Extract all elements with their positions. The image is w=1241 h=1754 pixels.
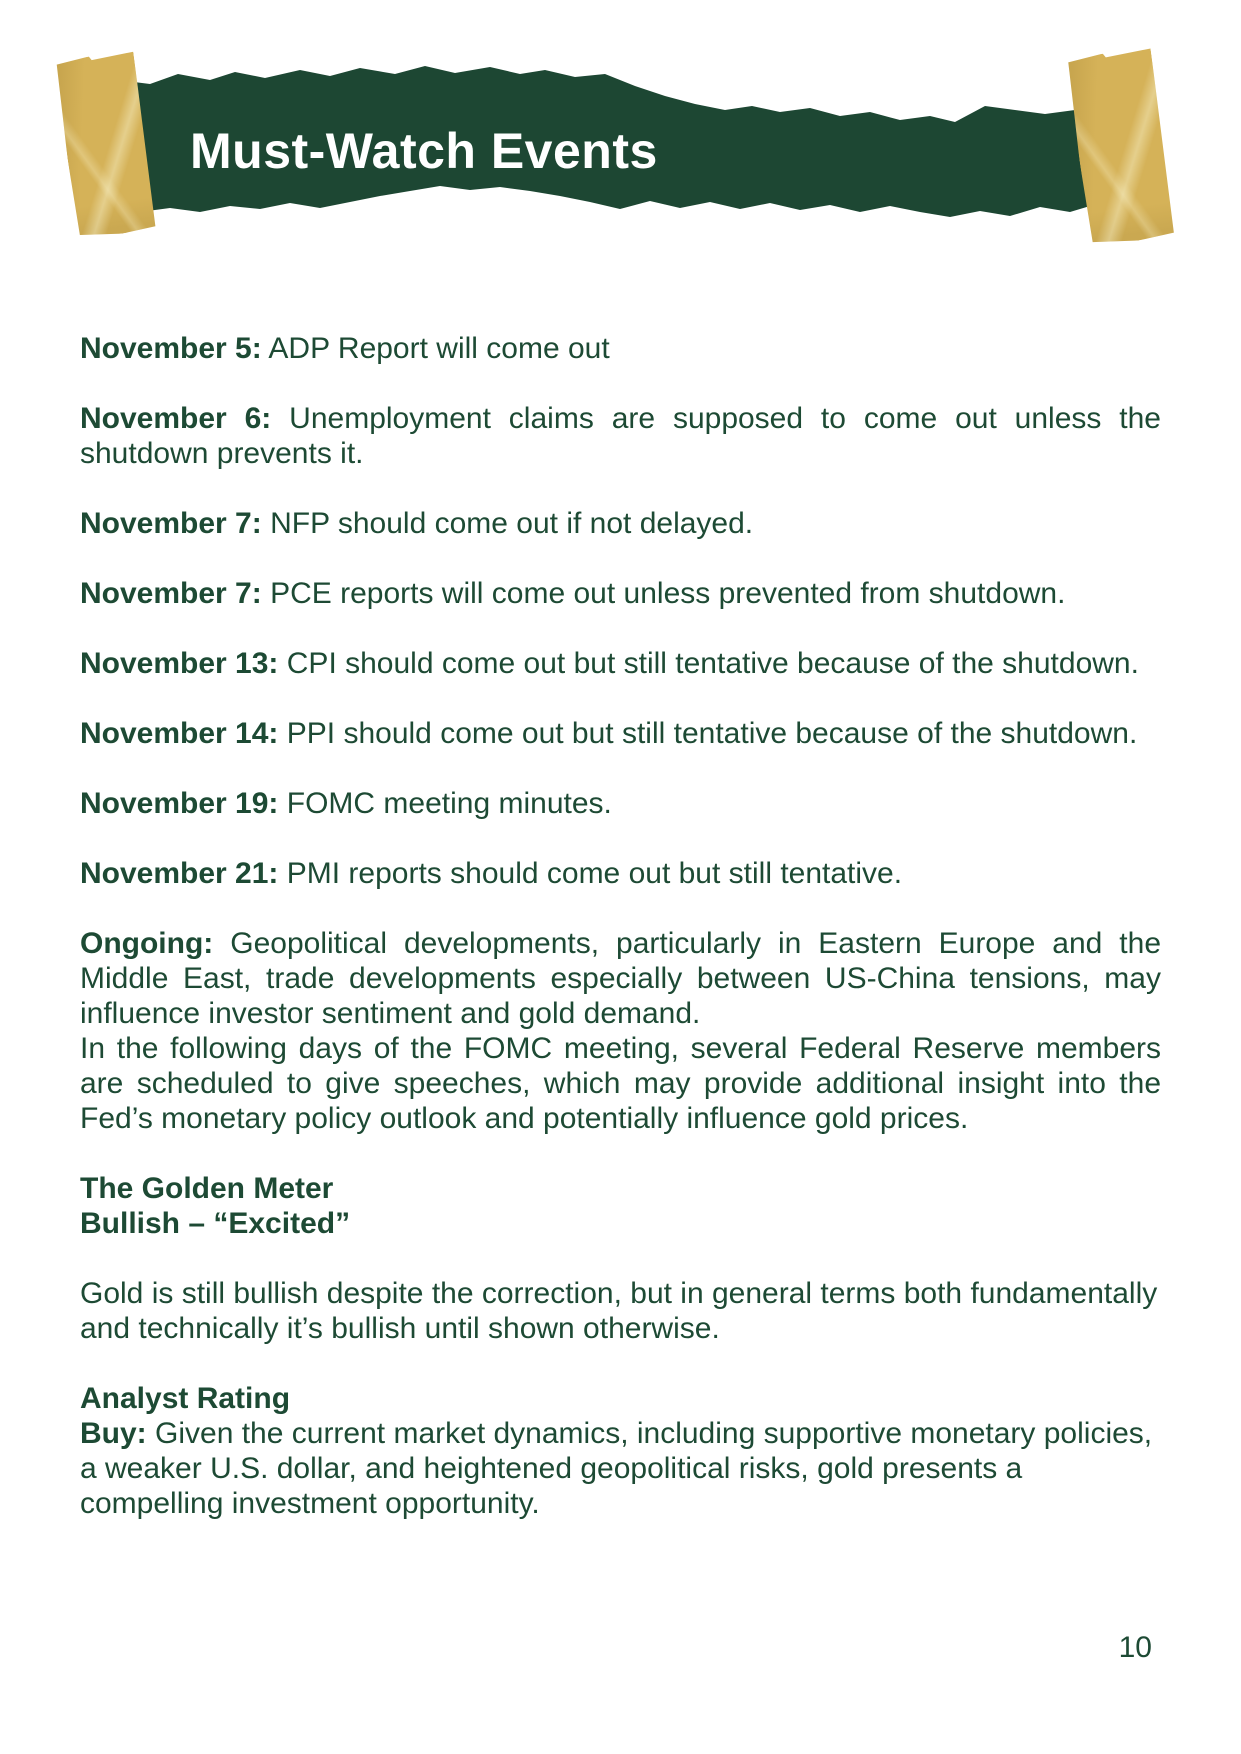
banner <box>0 0 1241 280</box>
event-label: November 14: <box>80 717 279 750</box>
event-text: PMI reports should come out but still tentative. <box>286 857 903 890</box>
event-text: FOMC meeting minutes. <box>286 787 612 820</box>
page-number: 10 <box>1118 1631 1152 1664</box>
analyst-rating-label: Buy: <box>80 1417 147 1450</box>
page-title: Must-Watch Events <box>190 123 658 179</box>
event-paragraph <box>80 401 1161 471</box>
event-label: November 6: <box>80 402 272 435</box>
event-paragraph <box>80 786 1161 821</box>
event-label: November 5: <box>80 332 262 365</box>
event-label: November 19: <box>80 787 279 820</box>
events-content <box>80 331 1161 1556</box>
event-label: November 7: <box>80 507 262 540</box>
event-label: November 13: <box>80 647 279 680</box>
analyst-rating-heading: Analyst Rating <box>80 1382 291 1415</box>
event-paragraph <box>80 856 1161 891</box>
event-text: Geopolitical developments, particularly in Eastern Europe and the Middle East, trade developments especially between US-China tensions, may influence investor sentiment and gold demand. <box>80 927 1161 1030</box>
event-followup-paragraph: In the following days of the FOMC meeting, several Federal Reserve members are scheduled to give speeches, which may provide additional insight into the Fed’s monetary policy outlook and potentially influence gold prices. <box>80 1032 1161 1135</box>
event-paragraph <box>80 716 1161 751</box>
golden-meter-body: Gold is still bullish despite the correction, but in general terms both fundamentally and technically it’s bullish until shown otherwise. <box>80 1277 1158 1345</box>
event-label: November 7: <box>80 577 262 610</box>
analyst-rating-paragraph <box>80 1416 1161 1521</box>
golden-meter-subheading: Bullish – “Excited” <box>80 1207 351 1240</box>
event-label: November 21: <box>80 857 279 890</box>
event-label: Ongoing: <box>80 927 214 960</box>
event-text: PCE reports will come out unless prevented from shutdown. <box>270 577 1066 610</box>
analyst-rating-text: Given the current market dynamics, including supportive monetary policies, a weaker U.S. dollar, and heightened geopolitical risks, gold presents a compelling investment opportunity. <box>80 1417 1153 1520</box>
event-text: ADP Report will come out <box>268 332 610 365</box>
event-text: PPI should come out but still tentative because of the shutdown. <box>286 717 1138 750</box>
event-text: Unemployment claims are supposed to come out unless the shutdown prevents it. <box>80 402 1161 470</box>
event-text: NFP should come out if not delayed. <box>270 507 754 540</box>
golden-meter-heading: The Golden Meter <box>80 1172 334 1205</box>
golden-meter-heading-block <box>80 1171 1161 1241</box>
event-text: CPI should come out but still tentative because of the shutdown. <box>286 647 1139 680</box>
event-paragraph <box>80 331 1161 366</box>
event-paragraph <box>80 506 1161 541</box>
event-paragraph <box>80 576 1161 611</box>
event-paragraph <box>80 646 1161 681</box>
event-paragraph <box>80 926 1161 1031</box>
